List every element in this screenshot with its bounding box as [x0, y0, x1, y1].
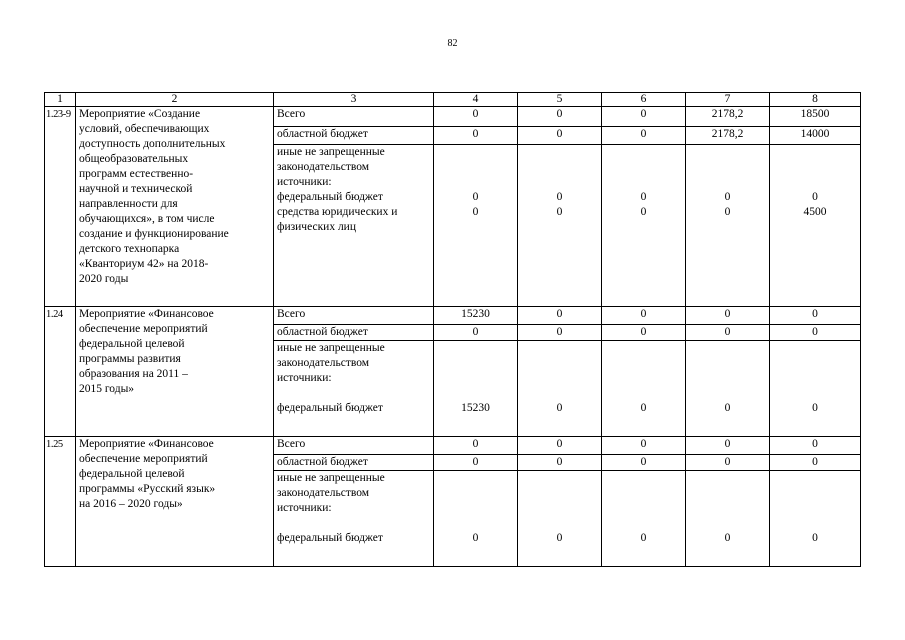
source-line: источники: — [277, 176, 332, 188]
value-cell: 0 — [518, 455, 602, 471]
value-cell: 0 — [686, 307, 770, 325]
description-line: обучающихся», в том числе — [79, 213, 215, 225]
value-cell-stack — [770, 145, 861, 307]
header-cell: 5 — [518, 93, 602, 107]
row-description — [76, 307, 274, 437]
source-line: средства юридических и — [277, 206, 398, 218]
description-line: федеральной целевой — [79, 338, 185, 350]
source-label-total: Всего — [274, 307, 434, 325]
description-line: 2015 годы» — [79, 383, 135, 395]
source-line: иные не запрещенные — [277, 472, 385, 484]
value-cell: 0 — [724, 191, 731, 203]
row-description — [76, 107, 274, 307]
header-cell: 1 — [45, 93, 76, 107]
source-line: физических лиц — [277, 221, 356, 233]
source-label-total: Всего — [274, 437, 434, 455]
page-number: 82 — [447, 38, 458, 49]
row-code: 1.24 — [45, 307, 76, 437]
description-line: общеобразовательных — [79, 153, 189, 165]
value-cell: 0 — [602, 107, 686, 127]
source-label-other — [274, 145, 434, 307]
value-cell: 0 — [640, 532, 647, 544]
value-cell-stack — [686, 471, 770, 567]
value-cell: 0 — [724, 402, 731, 414]
value-cell: 4500 — [803, 206, 827, 218]
value-cell: 0 — [686, 455, 770, 471]
header-cell: 3 — [274, 93, 434, 107]
value-cell: 0 — [434, 325, 518, 341]
value-cell: 0 — [556, 206, 563, 218]
value-cell-stack — [602, 145, 686, 307]
value-cell: 0 — [602, 307, 686, 325]
description-line: доступность дополнительных — [79, 138, 226, 150]
table-row — [45, 107, 861, 127]
value-cell-stack — [434, 471, 518, 567]
value-cell-stack — [518, 471, 602, 567]
value-cell-stack — [434, 145, 518, 307]
value-cell: 15230 — [461, 402, 490, 414]
source-label-other — [274, 471, 434, 567]
value-cell: 2178,2 — [686, 107, 770, 127]
table-row — [45, 307, 861, 325]
row-code: 1.23-9 — [45, 107, 76, 307]
source-line: источники: — [277, 502, 332, 514]
value-cell-stack — [770, 471, 861, 567]
description-line: федеральной целевой — [79, 468, 185, 480]
source-label-regional: областной бюджет — [274, 325, 434, 341]
description-line: на 2016 – 2020 годы» — [79, 498, 183, 510]
value-cell-stack — [518, 145, 602, 307]
value-cell: 0 — [686, 325, 770, 341]
header-cell: 6 — [602, 93, 686, 107]
value-cell: 0 — [518, 325, 602, 341]
value-cell: 0 — [434, 107, 518, 127]
description-line: программ естественно- — [79, 168, 194, 180]
value-cell: 0 — [602, 437, 686, 455]
value-cell: 0 — [640, 402, 647, 414]
value-cell: 0 — [770, 307, 861, 325]
value-cell: 0 — [770, 325, 861, 341]
source-line: иные не запрещенные — [277, 342, 385, 354]
source-line: законодательством — [277, 161, 370, 173]
value-cell: 0 — [434, 127, 518, 145]
value-cell-stack — [686, 341, 770, 437]
source-line: источники: — [277, 372, 332, 384]
value-cell: 0 — [602, 127, 686, 145]
value-cell-stack — [602, 471, 686, 567]
source-line: законодательством — [277, 357, 370, 369]
row-code: 1.25 — [45, 437, 76, 567]
value-cell: 0 — [556, 532, 563, 544]
value-cell: 18500 — [770, 107, 861, 127]
table-header-row — [45, 93, 861, 107]
value-cell: 0 — [434, 437, 518, 455]
value-cell: 0 — [812, 532, 818, 544]
value-cell: 0 — [640, 206, 647, 218]
table-row — [45, 437, 861, 455]
value-cell: 2178,2 — [686, 127, 770, 145]
value-cell: 0 — [770, 455, 861, 471]
value-cell: 0 — [812, 402, 818, 414]
value-cell: 0 — [556, 402, 563, 414]
value-cell: 15230 — [434, 307, 518, 325]
header-cell: 8 — [770, 93, 861, 107]
value-cell: 0 — [770, 437, 861, 455]
value-cell-stack — [686, 145, 770, 307]
value-cell: 0 — [640, 191, 647, 203]
row-description — [76, 437, 274, 567]
source-label-regional: областной бюджет — [274, 455, 434, 471]
header-cell: 4 — [434, 93, 518, 107]
value-cell-stack — [434, 341, 518, 437]
value-cell: 0 — [724, 532, 731, 544]
source-line-federal: федеральный бюджет — [277, 532, 383, 544]
value-cell: 0 — [518, 437, 602, 455]
value-cell: 0 — [434, 455, 518, 471]
description-line: условий, обеспечивающих — [79, 123, 210, 135]
description-line: направленности для — [79, 198, 178, 210]
source-label-total: Всего — [274, 107, 434, 127]
description-line: научной и технической — [79, 183, 193, 195]
header-cell: 7 — [686, 93, 770, 107]
description-line: «Кванториум 42» на 2018- — [79, 258, 209, 270]
description-line: образования на 2011 – — [79, 368, 188, 380]
value-cell-stack — [518, 341, 602, 437]
description-line: Мероприятие «Финансовое — [79, 308, 214, 320]
value-cell: 0 — [518, 127, 602, 145]
source-line: федеральный бюджет — [277, 191, 383, 203]
value-cell: 0 — [518, 307, 602, 325]
value-cell: 0 — [724, 206, 731, 218]
description-line: обеспечение мероприятий — [79, 323, 208, 335]
budget-table — [44, 92, 861, 567]
description-line: программы «Русский язык» — [79, 483, 216, 495]
description-line: создание и функционирование — [79, 228, 229, 240]
source-label-regional: областной бюджет — [274, 127, 434, 145]
value-cell: 0 — [602, 325, 686, 341]
description-line: программы развития — [79, 353, 181, 365]
description-line: детского технопарка — [79, 243, 180, 255]
value-cell: 0 — [556, 191, 563, 203]
value-cell: 0 — [602, 455, 686, 471]
value-cell: 14000 — [770, 127, 861, 145]
value-cell-stack — [770, 341, 861, 437]
value-cell: 0 — [472, 191, 479, 203]
description-line: Мероприятие «Создание — [79, 108, 201, 120]
value-cell-stack — [602, 341, 686, 437]
source-line: законодательством — [277, 487, 370, 499]
value-cell: 0 — [686, 437, 770, 455]
header-cell: 2 — [76, 93, 274, 107]
source-line: иные не запрещенные — [277, 146, 385, 158]
source-label-other — [274, 341, 434, 437]
value-cell: 0 — [472, 532, 479, 544]
value-cell: 0 — [472, 206, 479, 218]
value-cell: 0 — [518, 107, 602, 127]
description-line: 2020 годы — [79, 273, 129, 285]
value-cell: 0 — [812, 191, 818, 203]
source-line-federal: федеральный бюджет — [277, 402, 383, 414]
description-line: обеспечение мероприятий — [79, 453, 208, 465]
description-line: Мероприятие «Финансовое — [79, 438, 214, 450]
